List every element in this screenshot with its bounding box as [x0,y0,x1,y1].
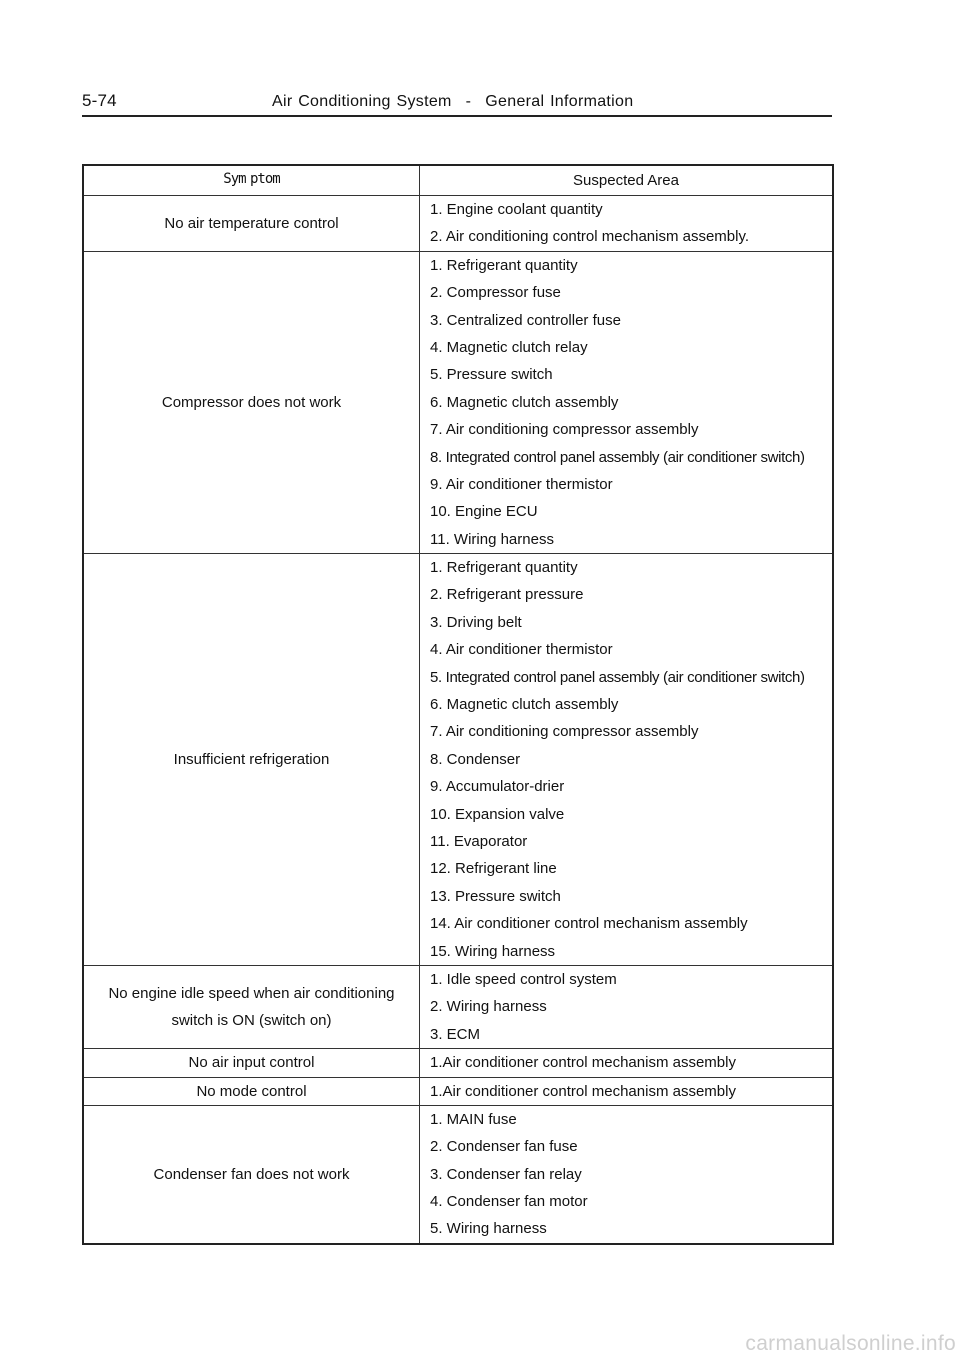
suspected-area-item: 10. Engine ECU [430,503,538,521]
suspected-area-item: 4. Magnetic clutch relay [430,338,588,356]
table-row [84,196,832,252]
running-title [272,93,633,111]
suspected-area-item: 1. Idle speed control system [430,970,617,988]
table-row [84,252,832,554]
table-row [84,1049,832,1077]
symptom-cell: No air input control [84,1049,420,1076]
table-row [84,554,832,966]
suspected-area-item: 5. Pressure switch [430,366,553,384]
suspected-area-cell [420,1078,832,1105]
suspected-area-item: 1. Refrigerant quantity [430,256,578,274]
suspected-area-item: 11. Wiring harness [430,530,554,548]
suspected-area-item: 9. Air conditioner thermistor [430,475,613,493]
suspected-area-item: 2. Compressor fuse [430,284,561,302]
symptom-line: switch is ON (switch on) [171,1012,332,1030]
column-header-symptom: Sym ptom [84,166,420,195]
symptom-line: No engine idle speed when air conditioning [108,985,395,1003]
symptom-cell: Compressor does not work [84,252,420,553]
table-row [84,1106,832,1245]
title-separator: - [465,93,472,110]
suspected-area-item: 3. Centralized controller fuse [430,311,621,329]
suspected-area-item: 8. Integrated control panel assembly (air conditioner switch) [430,448,805,466]
header-rule [82,115,832,117]
suspected-area-item: 1. Engine coolant quantity [430,201,603,218]
suspected-area-cell [420,966,832,1048]
symptom-cell [84,966,420,1048]
table-header-row [84,166,832,196]
suspected-area-item: 5. Integrated control panel assembly (air conditioner switch) [430,668,805,686]
symptom-cell: Condenser fan does not work [84,1106,420,1243]
suspected-area-item: 3. ECM [430,1025,481,1043]
suspected-area-item: 1.Air conditioner control mechanism assembly [430,1054,736,1072]
symptom-cell: Insufficient refrigeration [84,554,420,965]
suspected-area-item: 12. Refrigerant line [430,860,557,878]
suspected-area-item: 7. Air conditioning compressor assembly [430,421,699,439]
suspected-area-item: 3. Driving belt [430,613,522,631]
suspected-area-item: 6. Magnetic clutch assembly [430,696,619,714]
suspected-area-cell [420,1049,832,1076]
suspected-area-cell [420,554,832,965]
suspected-area-item: 15. Wiring harness [430,942,556,960]
suspected-area-item: 3. Condenser fan relay [430,1165,582,1183]
suspected-area-item: 6. Magnetic clutch assembly [430,393,619,411]
suspected-area-item: 13. Pressure switch [430,887,561,905]
suspected-area-cell [420,1106,832,1243]
section-title: Air Conditioning System [272,93,452,110]
suspected-area-item: 2. Refrigerant pressure [430,586,584,604]
suspected-area-cell [420,196,832,251]
suspected-area-item: 1. MAIN fuse [430,1110,517,1128]
symptom-cell: No mode control [84,1078,420,1105]
table-row [84,1078,832,1106]
suspected-area-item: 5. Wiring harness [430,1220,547,1238]
suspected-area-item: 2. Condenser fan fuse [430,1138,578,1156]
suspected-area-item: 11. Evaporator [430,832,528,850]
page-number: 5-74 [82,91,117,110]
suspected-area-item: 10. Expansion valve [430,805,565,823]
subsection-title: General Information [485,93,634,110]
suspected-area-item: 2. Air conditioning control mechanism assembly. [430,228,750,246]
watermark: carmanualsonline.info [745,1332,956,1355]
suspected-area-item: 2. Wiring harness [430,998,547,1016]
symptom-cell: No air temperature control [84,196,420,251]
suspected-area-item: 4. Condenser fan motor [430,1193,588,1211]
symptom-table [82,164,834,1245]
suspected-area-item: 1. Refrigerant quantity [430,559,578,577]
suspected-area-item: 1.Air conditioner control mechanism assembly [430,1082,736,1100]
suspected-area-item: 14. Air conditioner control mechanism assembly [430,915,748,933]
suspected-area-item: 7. Air conditioning compressor assembly [430,723,699,741]
column-header-suspected-area: Suspected Area [573,172,679,189]
suspected-area-cell [420,252,832,553]
table-row [84,966,832,1049]
suspected-area-item: 8. Condenser [430,750,521,768]
suspected-area-item: 4. Air conditioner thermistor [430,641,613,659]
suspected-area-item: 9. Accumulator-drier [430,778,565,796]
